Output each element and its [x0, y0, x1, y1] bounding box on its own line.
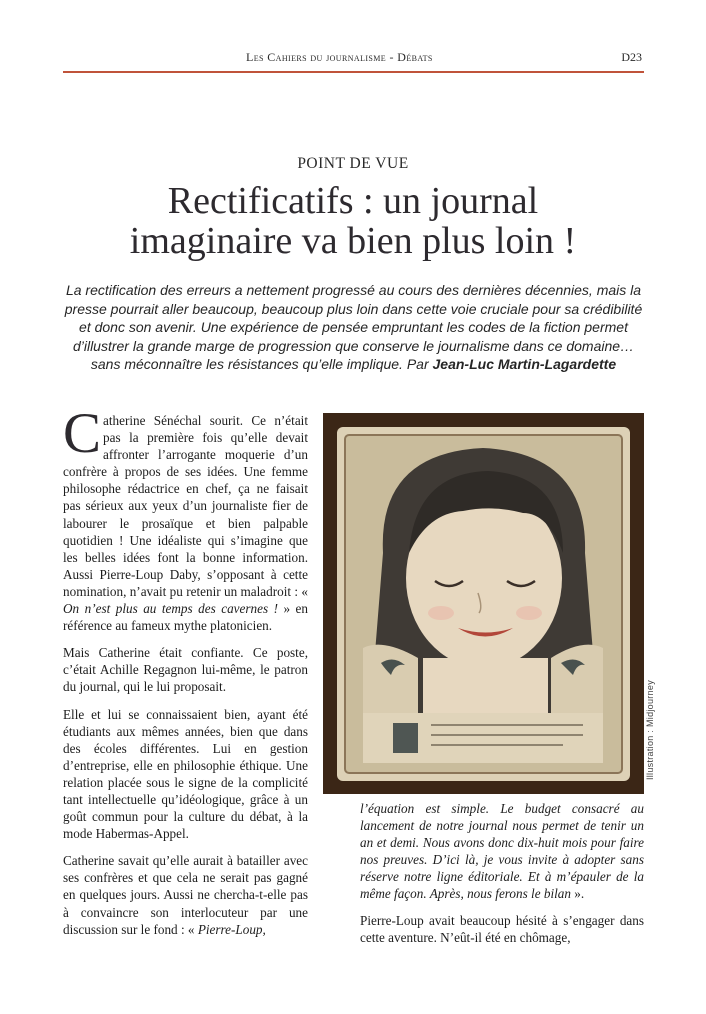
title-line-2: imaginaire va bien plus loin !: [129, 220, 577, 262]
article-title: [0, 181, 706, 261]
title-line-1: Rectificatifs : un journal: [167, 180, 539, 222]
running-header: [63, 48, 644, 68]
paragraph-5-end: ».: [570, 886, 585, 902]
page-number: D23: [621, 50, 642, 64]
paragraph-4-quote: Pierre-Loup,: [197, 921, 266, 937]
paragraph-3: Elle et lui se connaissaient bien, ayant été étudiants aux mêmes années, bien que dans des écoles différentes. Lui en gestion d’entreprise, elle en philosophie éthique. Une relation placée sous le signe de la complicité tant intellectuelle qu’idéologique, grâce à un goût commun pour la culture du débat, à la mode Habermas-Appel.: [63, 706, 308, 842]
paragraph-6: Pierre-Loup avait beaucoup hésité à s’engager dans cette aventure. N’eût-il été en chômage,: [360, 912, 644, 945]
article-lead: [63, 281, 644, 374]
paragraph-4: [63, 852, 308, 937]
lead-text: La rectification des erreurs a nettement progressé au cours des dernières décennies, mais la presse pourrait aller beaucoup, beaucoup plus loin dans cette voie cruciale pour sa crédibilité et donc son avenir. Une expérience de pensée empruntant les codes de la fiction permet d’illustrer la grande marge de progression que conserve le journalisme dans ce domaine… sans méconnaître les résistances qu’elle implique. Par: [64, 282, 643, 372]
paragraph-2: Mais Catherine était confiante. Ce poste, c’était Achille Regagnon lui-même, le patron du journal, qui le lui proposait.: [63, 645, 308, 695]
drop-cap: C: [63, 402, 102, 465]
paragraph-5: [360, 800, 644, 903]
paragraph-1-end: » en référence au fameux mythe platonicien.: [63, 601, 308, 634]
header-rule: [63, 71, 644, 73]
illustration-image: [323, 413, 644, 794]
paragraph-4-text: Catherine savait qu’elle aurait à batailler avec ses confrères et que cela ne serait pas gagné en quelques jours. Aussi ne chercha-t-elle pas à convaincre son interlocuteur par une discussion sur le fond : «: [63, 853, 308, 937]
article-illustration: [323, 413, 644, 794]
body-column-left: [63, 402, 308, 948]
section-kicker: POINT DE VUE: [297, 155, 409, 172]
author-name: Jean-Luc Martin-Lagardette: [432, 356, 617, 372]
paragraph-1-text: atherine Sénéchal sourit. Ce n’était pas la première fois qu’elle devait affronter l’arrogante moquerie d’un confrère à propos de ses idées. Une femme philosophe rédactrice en chef, ça ne faisait pas sérieux aux yeux d’un journaliste fier de labourer le prosaïque et bien palpable quotidien ! Une idéaliste qui s’imagine que les belles idées font la bonne information. Aussi Pierre-Loup Daby, s’opposant à cette nomination, n’avait pu retenir un maladroit : «: [63, 413, 308, 599]
illustration-credit: [645, 680, 659, 795]
paragraph-1: [63, 402, 308, 634]
paragraph-1-quote: On n’est plus au temps des cavernes !: [63, 601, 278, 617]
credit-text: Illustration : Midjourney: [645, 680, 655, 781]
paragraph-5-quote: l’équation est simple. Le budget consacré au lancement de notre journal nous permet de tenir un an et demi. Nous avons donc dix-huit mois pour faire nos preuves. D’ici là, je vous invite à adopter sans réserve notre ligne éditoriale. Et à m’épauler de la même façon. Après, nous ferons le bilan: [360, 801, 644, 902]
body-column-right: [360, 800, 644, 955]
journal-title: Les Cahiers du journalisme - Débats: [246, 50, 433, 64]
